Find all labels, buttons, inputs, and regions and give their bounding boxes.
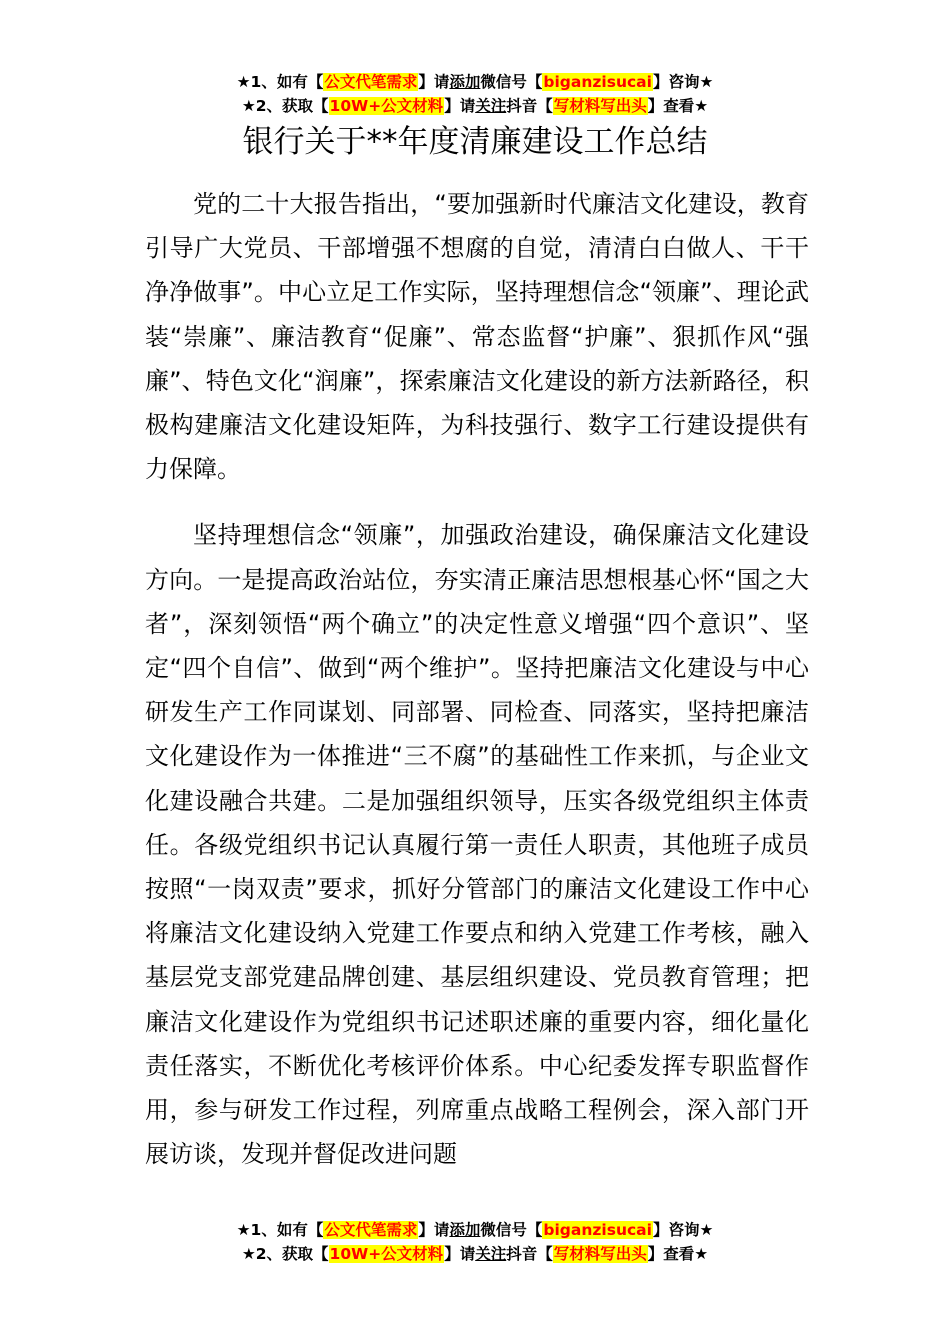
banner-underlined-text: 关注 [475,1245,507,1263]
banner-highlight: 10W+公文材料 [329,97,444,115]
banner-line-1 [0,1218,950,1242]
banner-text: 】请 [418,73,450,91]
document-body [145,182,809,1176]
banner-highlight: biganzisucai [543,1221,652,1239]
banner-highlight: biganzisucai [543,73,652,91]
banner-text: 抖音【 [506,97,553,115]
banner-line-1 [0,70,950,94]
banner-text: 微信号【 [480,1221,543,1239]
banner-underlined-text: 添加 [449,1221,481,1239]
banner-text: 】咨询★ [652,73,714,91]
banner-underlined-text: 添加 [449,73,481,91]
banner-line-2 [0,1242,950,1266]
banner-text: ★1、如有【 [236,73,324,91]
banner-highlight: 公文代笔需求 [324,1221,418,1239]
header-banner [0,70,950,118]
banner-text: 】查看★ [647,97,709,115]
banner-text: 】请 [444,1245,476,1263]
banner-highlight: 公文代笔需求 [324,73,418,91]
banner-text: ★1、如有【 [236,1221,324,1239]
body-paragraph: 党的二十大报告指出，“要加强新时代廉洁文化建设，教育引导广大党员、干部增强不想腐的自觉，清清白白做人、干干净净做事”。中心立足工作实际，坚持理想信念“领廉”、理论武装“崇廉”、廉洁教育“促廉”、常态监督“护廉”、狠抓作风“强廉”、特色文化“润廉”，探索廉洁文化建设的新方法新路径，积极构建廉洁文化建设矩阵，为科技强行、数字工行建设提供有力保障。 [145,190,809,484]
banner-text: ★2、获取【 [241,1245,329,1263]
banner-highlight: 写材料写出头 [553,1245,647,1263]
banner-text: 】请 [444,97,476,115]
body-paragraph: 坚持理想信念“领廉”，加强政治建设，确保廉洁文化建设方向。一是提高政治站位，夯实清正廉洁思想根基心怀“国之大者”，深刻领悟“两个确立”的决定性意义增强“四个意识”、坚定“四个自信”、做到“两个维护”。坚持把廉洁文化建设与中心研发生产工作同谋划、同部署、同检查、同落实，坚持把廉洁文化建设作为一体推进“三不腐”的基础性工作来抓，与企业文化建设融合共建。二是加强组织领导，压实各级党组织主体责任。各级党组织书记认真履行第一责任人职责，其他班子成员按照“一岗双责”要求，抓好分管部门的廉洁文化建设工作中心将廉洁文化建设纳入党建工作要点和纳入党建工作考核，融入基层党支部党建品牌创建、基层组织建设、党员教育管理；把廉洁文化建设作为党组织书记述职述廉的重要内容，细化量化责任落实，不断优化考核评价体系。中心纪委发挥专职监督作用，参与研发工作过程，列席重点战略工程例会，深入部门开展访谈，发现并督促改进问题 [145,521,809,1169]
banner-highlight: 写材料写出头 [553,97,647,115]
document-title: 银行关于**年度清廉建设工作总结 [242,124,708,160]
banner-underlined-text: 关注 [475,97,507,115]
banner-text: 】查看★ [647,1245,709,1263]
banner-text: 抖音【 [506,1245,553,1263]
banner-text: 】咨询★ [652,1221,714,1239]
footer-banner [0,1218,950,1266]
banner-text: ★2、获取【 [241,97,329,115]
banner-line-2 [0,94,950,118]
banner-text: 】请 [418,1221,450,1239]
banner-highlight: 10W+公文材料 [329,1245,444,1263]
banner-text: 微信号【 [480,73,543,91]
